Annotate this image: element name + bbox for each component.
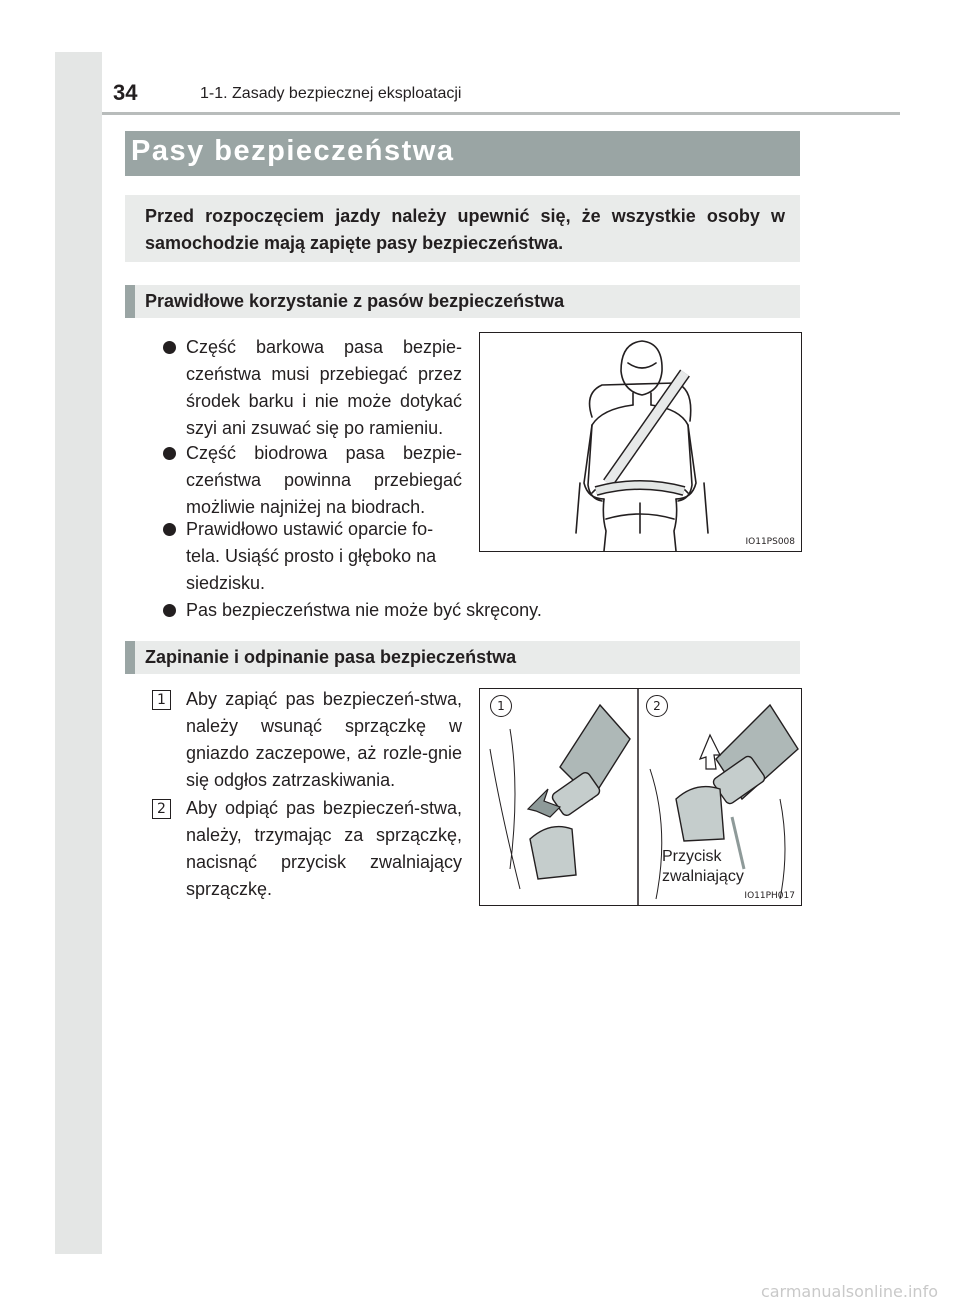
step-number: 2 — [152, 799, 171, 819]
step-number: 1 — [152, 690, 171, 710]
subheading-fastening: Zapinanie i odpinanie pasa bezpieczeństwa — [145, 647, 517, 667]
list-item — [163, 334, 463, 442]
list-item-text: Pas bezpieczeństwa nie może być skręcony. — [186, 600, 542, 620]
callout-line: zwalniający — [662, 868, 744, 885]
figure-buckle — [479, 688, 802, 906]
header-rule — [102, 112, 900, 115]
step-text: Aby zapiąć pas bezpieczeń-stwa, należy wsunąć sprzączkę w gniazdo zaczepowe, aż rozle-gnie się odgłos zatrzaskiwania. — [186, 689, 462, 790]
intro-text: Przed rozpoczęciem jazdy należy upewnić się, że wszystkie osoby w samochodzie mają zapięte pasy bezpieczeństwa. — [145, 206, 785, 253]
figure-code: IO11PH017 — [744, 891, 795, 901]
callout-line: Przycisk — [662, 848, 722, 865]
figure-code: IO11PS008 — [745, 537, 795, 547]
section-title: Pasy bezpieczeństwa — [131, 135, 455, 167]
list-item — [163, 440, 463, 521]
list-item-text: Część barkowa pasa bezpie-czeństwa musi przebiegać przez środek barku i nie może dotykać szyi ani zsuwać się po ramieniu. — [186, 337, 462, 438]
buckle-insert-and-release-icon — [480, 689, 801, 905]
side-tab-strip — [55, 52, 102, 1254]
subheading-marker — [125, 641, 135, 674]
list-item — [163, 516, 463, 597]
watermark: carmanualsonline.info — [760, 1282, 938, 1301]
list-item — [163, 597, 783, 624]
chapter-title: 1-1. Zasady bezpiecznej eksploatacji — [200, 85, 462, 102]
subheading-marker — [125, 285, 135, 318]
bullet-icon — [163, 447, 176, 460]
step-item — [152, 795, 462, 903]
step-item — [152, 686, 462, 794]
page-number: 34 — [113, 80, 138, 105]
seated-person-with-seatbelt-icon — [480, 333, 801, 551]
figure-seated-person — [479, 332, 802, 552]
bullet-icon — [163, 523, 176, 536]
list-item-text: Część biodrowa pasa bezpie-czeństwa powinna przebiegać możliwie najniżej na biodrach. — [186, 443, 462, 517]
step-text: Aby odpiąć pas bezpieczeń-stwa, należy, trzymając za sprzączkę, nacisnąć przycisk zwalniający sprzączkę. — [186, 798, 462, 899]
bullet-icon — [163, 604, 176, 617]
figure-panel-2-index: 2 — [646, 695, 668, 717]
figure-panel-1-index: 1 — [490, 695, 512, 717]
subheading-proper-use: Prawidłowe korzystanie z pasów bezpieczeństwa — [145, 291, 565, 311]
list-item-text: Prawidłowo ustawić oparcie fo-tela. Usiąść prosto i głęboko na siedzisku. — [186, 519, 437, 593]
release-button-callout — [662, 847, 744, 887]
bullet-icon — [163, 341, 176, 354]
